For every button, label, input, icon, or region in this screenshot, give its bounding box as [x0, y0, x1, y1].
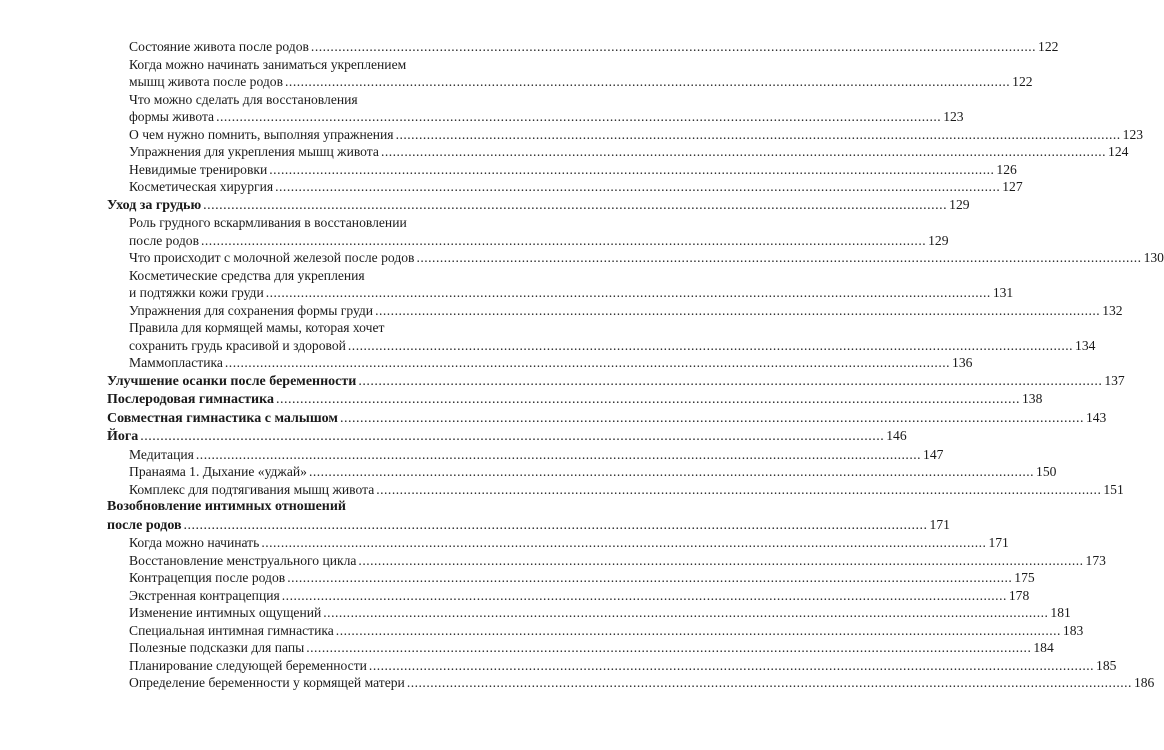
toc-entry-row [107, 516, 950, 535]
toc-entry-title-line: Косметические средства для укрепления [129, 267, 365, 283]
toc-subsection-entry [129, 91, 964, 126]
toc-subsection-entry [129, 126, 1144, 144]
toc-entry-title-line: сохранить грудь красивой и здоровой [129, 337, 346, 353]
dot-leader [275, 178, 1000, 196]
page-number: 150 [1036, 464, 1057, 479]
toc-entry-title-line: Состояние живота после родов [129, 39, 309, 54]
toc-subsection-entry [129, 143, 1129, 161]
page-number: 143 [1085, 409, 1107, 425]
page-number: 129 [949, 196, 970, 212]
toc-entry-row [129, 337, 1096, 355]
page-number: 147 [923, 446, 944, 462]
page-number: 131 [992, 285, 1014, 300]
page-number: 175 [1014, 570, 1035, 585]
toc-entry-row [129, 534, 1009, 552]
dot-leader [358, 552, 1083, 570]
dot-leader [348, 337, 1073, 355]
toc-subsection-entry [129, 178, 1023, 196]
toc-entry-row [129, 674, 1155, 692]
toc-entry-title-line: Возобновление интимных отношений [107, 499, 346, 514]
dot-leader [375, 302, 1100, 320]
toc-subsection-entry [129, 639, 1054, 657]
toc-subsection-entry [129, 249, 1164, 267]
toc-entry-row [129, 143, 1129, 161]
dot-leader [287, 569, 1012, 587]
toc-entry-row [129, 622, 1084, 640]
toc-subsection-entry [129, 354, 973, 372]
toc-subsection-entry [129, 657, 1117, 675]
toc-entry-title-line: Йога [107, 429, 139, 444]
dot-leader [285, 73, 1010, 91]
page-number: 173 [1085, 552, 1106, 568]
dot-leader [276, 391, 1020, 409]
toc-subsection-entry [129, 552, 1106, 570]
toc-section-entry [107, 498, 950, 534]
page-number: 184 [1033, 640, 1054, 655]
toc-entry-row [129, 178, 1023, 196]
toc-subsection-entry [129, 587, 1030, 605]
toc-entry-title-line: Послеродовая гимнастика [107, 392, 274, 407]
toc-entry-title-line: Невидимые тренировки [129, 161, 268, 177]
toc-section-entry [107, 427, 907, 446]
toc-entry-row [129, 161, 1017, 179]
toc-entry-title-line: Медитация [129, 446, 194, 462]
page-number: 136 [952, 355, 973, 370]
toc-subsection-entry [129, 56, 1033, 91]
dot-leader [306, 639, 1031, 657]
toc-entry-row [129, 126, 1144, 144]
toc-section-entry [107, 390, 1043, 409]
page-number: 181 [1050, 605, 1071, 620]
toc-subsection-entry [129, 534, 1009, 552]
toc-entry-title-line: формы живота [129, 109, 215, 124]
toc-entry-title-line: мышц живота после родов [129, 74, 284, 89]
toc-entry-title-line: Изменение интимных ощущений [129, 605, 322, 620]
toc-subsection-entry [129, 319, 1096, 354]
page-number: 134 [1075, 337, 1096, 353]
toc-subsection-entry [129, 674, 1155, 692]
toc-subsection-entry [129, 161, 1017, 179]
page-number: 137 [1104, 372, 1125, 388]
toc-section-entry [107, 409, 1107, 428]
toc-entry-title-line: Специальная интимная гимнастика [129, 622, 334, 638]
dot-leader [340, 410, 1084, 428]
toc-entry-title-line: Планирование следующей беременности [129, 657, 367, 673]
toc-entry-row [129, 249, 1164, 267]
page-number: 185 [1096, 657, 1117, 673]
toc-entry-row [107, 372, 1125, 391]
toc-entry-title-line: Упражнения для укрепления мышц живота [129, 144, 379, 159]
toc-entry-row [129, 481, 1124, 499]
toc-entry-row [129, 569, 1035, 587]
toc-subsection-entry [129, 481, 1124, 499]
toc-entry-title-line: Совместная гимнастика с малышом [107, 410, 338, 426]
toc-subsection-entry [129, 622, 1084, 640]
dot-leader [311, 38, 1036, 56]
toc-entry-title-line: Маммопластика [129, 355, 223, 370]
toc-entry-row [129, 639, 1054, 657]
dot-leader [282, 587, 1007, 605]
dot-leader [266, 284, 991, 302]
page-number: 123 [1122, 126, 1144, 142]
dot-leader [323, 604, 1048, 622]
page-number: 171 [988, 535, 1009, 550]
page-number: 127 [1002, 179, 1023, 194]
toc-entry-row [129, 284, 1014, 302]
table-of-contents [107, 38, 1164, 692]
page-number: 132 [1102, 302, 1123, 318]
toc-subsection-entry [129, 604, 1071, 622]
toc-entry-title-line: Роль грудного вскармливания в восстановлении [129, 215, 407, 230]
page-number: 130 [1143, 250, 1164, 265]
dot-leader [269, 161, 994, 179]
dot-leader [416, 249, 1141, 267]
page-number: 171 [929, 516, 950, 532]
toc-entry-title-line: и подтяжки кожи груди [129, 285, 264, 300]
page-number: 126 [996, 161, 1017, 177]
toc-entry-row [129, 552, 1106, 570]
toc-entry-title-line: Упражнения для сохранения формы груди [129, 302, 374, 318]
toc-entry-title-line: Что можно сделать для восстановления [129, 91, 358, 107]
toc-entry-title-line: Улучшение осанки после беременности [107, 373, 357, 389]
toc-entry-row [129, 73, 1033, 91]
dot-leader [216, 108, 941, 126]
toc-entry-row [129, 108, 964, 126]
dot-leader [381, 143, 1106, 161]
toc-entry-title-line: Что происходит с молочной железой после родов [129, 250, 415, 265]
toc-section-entry [107, 196, 970, 215]
toc-entry-title-line: Экстренная контрацепция [129, 587, 280, 603]
page-number: 183 [1062, 622, 1084, 638]
toc-subsection-entry [129, 463, 1057, 481]
toc-entry-row [129, 354, 973, 372]
toc-subsection-entry [129, 214, 949, 249]
toc-subsection-entry [129, 38, 1059, 56]
page-number: 151 [1103, 481, 1124, 497]
toc-entry-row [107, 409, 1107, 428]
dot-leader [261, 534, 986, 552]
page-number: 122 [1038, 39, 1059, 54]
toc-entry-title-line: Когда можно начинать заниматься укреплением [129, 56, 407, 72]
page-number: 122 [1012, 74, 1033, 89]
toc-entry-row [129, 587, 1030, 605]
dot-leader [140, 428, 884, 446]
toc-entry-row [129, 232, 949, 250]
toc-entry-title-line: после родов [107, 517, 182, 533]
toc-entry-row [129, 446, 944, 464]
dot-leader [369, 657, 1094, 675]
toc-entry-row [129, 657, 1117, 675]
toc-subsection-entry [129, 569, 1035, 587]
toc-entry-title-line: Уход за грудью [107, 197, 202, 213]
page-number: 129 [928, 232, 949, 248]
dot-leader [184, 517, 928, 535]
page-number: 178 [1008, 587, 1030, 603]
dot-leader [376, 481, 1101, 499]
page-number: 146 [886, 428, 907, 443]
dot-leader [203, 197, 947, 215]
toc-entry-row [107, 427, 907, 446]
toc-entry-row [129, 463, 1057, 481]
toc-subsection-entry [129, 267, 1014, 302]
toc-entry-title-line: Полезные подсказки для папы [129, 640, 305, 655]
dot-leader [196, 446, 921, 464]
dot-leader [358, 373, 1102, 391]
toc-entry-row [107, 390, 1043, 409]
page-number: 123 [943, 109, 964, 124]
dot-leader [336, 622, 1061, 640]
dot-leader [225, 354, 950, 372]
toc-entry-title-line: Контрацепция после родов [129, 570, 286, 585]
page-number: 138 [1021, 391, 1043, 406]
toc-entry-title-line: Пранаяма 1. Дыхание «уджай» [129, 464, 307, 479]
page-number: 124 [1108, 144, 1129, 159]
toc-entry-title-line: Правила для кормящей мамы, которая хочет [129, 320, 385, 335]
toc-subsection-entry [129, 302, 1123, 320]
toc-entry-row [107, 196, 970, 215]
toc-entry-title-line: Определение беременности у кормящей матери [129, 675, 405, 690]
toc-entry-title-line: после родов [129, 232, 199, 248]
toc-entry-title-line: Комплекс для подтягивания мышц живота [129, 481, 375, 497]
toc-entry-title-line: Восстановление менструального цикла [129, 552, 357, 568]
page-number: 186 [1133, 675, 1155, 690]
dot-leader [309, 463, 1034, 481]
dot-leader [201, 232, 926, 250]
toc-entry-title-line: О чем нужно помнить, выполняя упражнения [129, 126, 394, 142]
toc-section-entry [107, 372, 1125, 391]
toc-entry-title-line: Косметическая хирургия [129, 179, 274, 194]
dot-leader [407, 674, 1132, 692]
toc-entry-row [129, 604, 1071, 622]
toc-entry-row [129, 302, 1123, 320]
toc-subsection-entry [129, 446, 944, 464]
dot-leader [396, 126, 1121, 144]
toc-entry-row [129, 38, 1059, 56]
toc-entry-title-line: Когда можно начинать [129, 535, 260, 550]
